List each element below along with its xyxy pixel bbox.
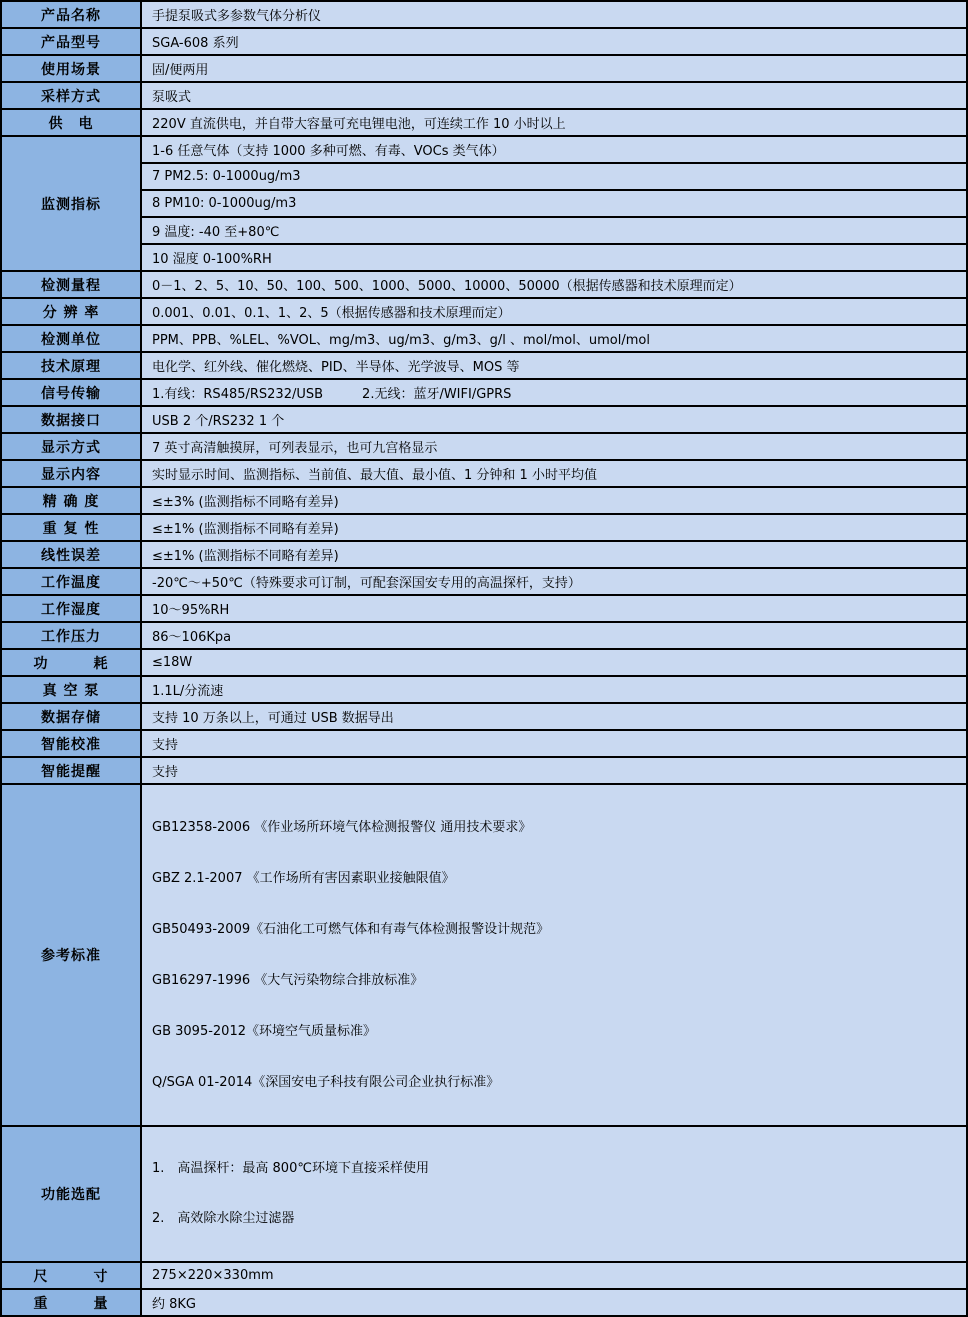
label-power-supply: 供 电 [1, 109, 141, 136]
label-working-temperature: 工作温度 [1, 568, 141, 595]
reference-standard-line-6: Q/SGA 01-2014《深国安电子科技有限公司企业执行标准》 [152, 1075, 500, 1090]
label-reference-standards: 参考标准 [1, 784, 141, 1126]
row-smart-calibration [1, 730, 967, 757]
value-monitoring-indicator-2: 7 PM2.5: 0-1000ug/m3 [141, 163, 967, 190]
row-reference-standards [1, 784, 967, 1126]
optional-feature-line-1: 1. 高温探杆：最高 800℃环境下直接采样使用 [152, 1161, 429, 1176]
value-product-model: SGA-608 系列 [141, 28, 967, 55]
value-data-storage: 支持 10 万条以上，可通过 USB 数据导出 [141, 703, 967, 730]
reference-standard-line-1: GB12358-2006 《作业场所环境气体检测报警仪 通用技术要求》 [152, 820, 532, 835]
row-weight [1, 1289, 967, 1316]
value-monitoring-indicator-3: 8 PM10: 0-1000ug/m3 [141, 190, 967, 217]
label-detection-range: 检测量程 [1, 271, 141, 298]
row-monitoring-indicators-4 [1, 217, 967, 244]
value-technical-principle: 电化学、红外线、催化燃烧、PID、半导体、光学波导、MOS 等 [141, 352, 967, 379]
value-accuracy: ≤±3% (监测指标不同略有差异) [141, 487, 967, 514]
row-working-temperature [1, 568, 967, 595]
value-smart-reminder: 支持 [141, 757, 967, 784]
row-product-model [1, 28, 967, 55]
label-working-pressure: 工作压力 [1, 622, 141, 649]
row-data-interface [1, 406, 967, 433]
value-data-interface: USB 2 个/RS232 1 个 [141, 406, 967, 433]
label-detection-unit: 检测单位 [1, 325, 141, 352]
label-product-model: 产品型号 [1, 28, 141, 55]
row-monitoring-indicators-1 [1, 136, 967, 163]
label-data-interface: 数据接口 [1, 406, 141, 433]
value-product-name: 手提泵吸式多参数气体分析仪 [141, 1, 967, 28]
row-vacuum-pump [1, 676, 967, 703]
row-accuracy [1, 487, 967, 514]
row-sampling-method [1, 82, 967, 109]
value-smart-calibration: 支持 [141, 730, 967, 757]
row-linearity-error [1, 541, 967, 568]
row-resolution [1, 298, 967, 325]
value-power-supply: 220V 直流供电，并自带大容量可充电锂电池，可连续工作 10 小时以上 [141, 109, 967, 136]
value-optional-features [141, 1126, 967, 1262]
value-detection-range: 0－1、2、5、10、50、100、500、1000、5000、10000、50000（根据传感器和技术原理而定） [141, 271, 967, 298]
label-smart-reminder: 智能提醒 [1, 757, 141, 784]
label-linearity-error: 线性误差 [1, 541, 141, 568]
value-resolution: 0.001、0.01、0.1、1、2、5（根据传感器和技术原理而定） [141, 298, 967, 325]
value-usage-scenario: 固/便两用 [141, 55, 967, 82]
value-monitoring-indicator-5: 10 湿度 0-100%RH [141, 244, 967, 271]
label-accuracy: 精 确 度 [1, 487, 141, 514]
row-monitoring-indicators-3 [1, 190, 967, 217]
label-sampling-method: 采样方式 [1, 82, 141, 109]
row-detection-unit [1, 325, 967, 352]
label-vacuum-pump: 真 空 泵 [1, 676, 141, 703]
label-monitoring-indicators: 监测指标 [1, 136, 141, 271]
value-reference-standards [141, 784, 967, 1126]
value-sampling-method: 泵吸式 [141, 82, 967, 109]
label-power-consumption: 功 耗 [1, 649, 141, 676]
value-working-pressure: 86～106Kpa [141, 622, 967, 649]
value-signal-transmission: 1.有线：RS485/RS232/USB 2.无线：蓝牙/WIFI/GPRS [141, 379, 967, 406]
label-display-mode: 显示方式 [1, 433, 141, 460]
row-smart-reminder [1, 757, 967, 784]
row-technical-principle [1, 352, 967, 379]
label-technical-principle: 技术原理 [1, 352, 141, 379]
value-repeatability: ≤±1% (监测指标不同略有差异) [141, 514, 967, 541]
label-smart-calibration: 智能校准 [1, 730, 141, 757]
value-detection-unit: PPM、PPB、%LEL、%VOL、mg/m3、ug/m3、g/m3、g/l 、mol/mol、umol/mol [141, 325, 967, 352]
row-detection-range [1, 271, 967, 298]
optional-feature-line-2: 2. 高效除水除尘过滤器 [152, 1211, 295, 1226]
row-data-storage [1, 703, 967, 730]
label-display-content: 显示内容 [1, 460, 141, 487]
row-signal-transmission [1, 379, 967, 406]
label-data-storage: 数据存储 [1, 703, 141, 730]
label-product-name: 产品名称 [1, 1, 141, 28]
label-dimensions: 尺 寸 [1, 1262, 141, 1289]
value-working-humidity: 10～95%RH [141, 595, 967, 622]
row-display-content [1, 460, 967, 487]
value-dimensions: 275×220×330mm [141, 1262, 967, 1289]
row-repeatability [1, 514, 967, 541]
value-weight: 约 8KG [141, 1289, 967, 1316]
row-monitoring-indicators-5 [1, 244, 967, 271]
value-linearity-error: ≤±1% (监测指标不同略有差异) [141, 541, 967, 568]
row-dimensions [1, 1262, 967, 1289]
label-repeatability: 重 复 性 [1, 514, 141, 541]
value-monitoring-indicator-4: 9 温度: -40 至+80℃ [141, 217, 967, 244]
value-monitoring-indicator-1: 1-6 任意气体（支持 1000 多种可燃、有毒、VOCs 类气体） [141, 136, 967, 163]
label-optional-features: 功能选配 [1, 1126, 141, 1262]
label-weight: 重 量 [1, 1289, 141, 1316]
label-resolution: 分 辨 率 [1, 298, 141, 325]
row-working-pressure [1, 622, 967, 649]
value-vacuum-pump: 1.1L/分流速 [141, 676, 967, 703]
label-usage-scenario: 使用场景 [1, 55, 141, 82]
value-power-consumption: ≤18W [141, 649, 967, 676]
label-signal-transmission: 信号传输 [1, 379, 141, 406]
value-display-content: 实时显示时间、监测指标、当前值、最大值、最小值、1 分钟和 1 小时平均值 [141, 460, 967, 487]
row-power-supply [1, 109, 967, 136]
row-monitoring-indicators-2 [1, 163, 967, 190]
row-power-consumption [1, 649, 967, 676]
label-working-humidity: 工作湿度 [1, 595, 141, 622]
row-display-mode [1, 433, 967, 460]
value-working-temperature: -20℃～+50℃（特殊要求可订制，可配套深国安专用的高温探杆，支持） [141, 568, 967, 595]
reference-standard-line-2: GBZ 2.1-2007 《工作场所有害因素职业接触限值》 [152, 871, 455, 886]
row-working-humidity [1, 595, 967, 622]
value-display-mode: 7 英寸高清触摸屏，可列表显示，也可九宫格显示 [141, 433, 967, 460]
reference-standard-line-5: GB 3095-2012《环境空气质量标准》 [152, 1024, 376, 1039]
row-usage-scenario [1, 55, 967, 82]
row-product-name [1, 1, 967, 28]
row-optional-features [1, 1126, 967, 1262]
reference-standard-line-4: GB16297-1996 《大气污染物综合排放标准》 [152, 973, 424, 988]
reference-standard-line-3: GB50493-2009《石油化工可燃气体和有毒气体检测报警设计规范》 [152, 922, 550, 937]
